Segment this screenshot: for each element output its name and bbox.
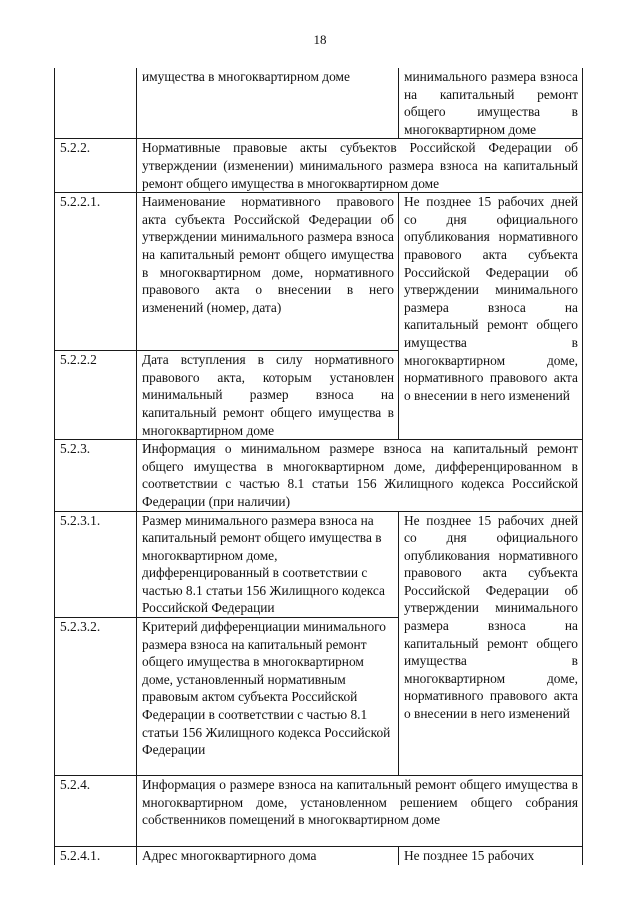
item-number [55,68,137,139]
item-number: 5.2.3.1. [55,511,137,618]
item-description: Информация о размере взноса на капитальный ремонт общего имущества в многоквартирном доме, установленном решением общего собрания собственников помещений в многоквартирном доме [137,776,583,847]
item-description: Информация о минимальном размере взноса на капитальный ремонт общего имущества в многоквартирном доме, дифференцированном в соответствии с частью 8.1 статьи 156 Жилищного кодекса Российской Федерации (при наличии) [137,440,583,511]
page-number: 18 [313,32,327,47]
table-row [55,776,583,847]
table-row [55,847,583,865]
requirements-table [54,68,583,865]
item-description: Дата вступления в силу нормативного правового акта, которым установлен минимальный размер взноса на капитальный ремонт общего имущества в многоквартирном доме [137,351,399,440]
item-deadline: Не позднее 15 рабочих [399,847,583,865]
item-number: 5.2.2.2 [55,351,137,440]
table-row [55,440,583,511]
item-number: 5.2.2. [55,139,137,193]
item-deadline: минимального размера взноса на капитальный ремонт общего имущества в многоквартирном доме [399,68,583,139]
table-row [55,139,583,193]
item-description: Наименование нормативного правового акта субъекта Российской Федерации об утверждении минимального размера взноса на капитальный ремонт общего имущества в многоквартирном доме, нормативного правового акта о внесении в него изменений (номер, дата) [137,193,399,351]
item-number: 5.2.4. [55,776,137,847]
item-number: 5.2.2.1. [55,193,137,351]
item-number: 5.2.3.2. [55,618,137,776]
item-description: Критерий дифференциации минимального размера взноса на капитальный ремонт общего имущества в многоквартирном доме, установленный нормативным правовым актом субъекта Российской Федерации в соответствии с частью 8.1 статьи 156 Жилищного кодекса Российской Федерации [137,618,399,776]
item-deadline: Не позднее 15 рабочих дней со дня официального опубликования нормативного правового акта субъекта Российской Федерации об утверждении минимального размера взноса на капитальный ремонт общего имущества в многоквартирном доме, нормативного правового акта о внесении в него изменений [399,511,583,776]
item-deadline: Не позднее 15 рабочих дней со дня официального опубликования нормативного правового акта субъекта Российской Федерации об утверждении минимального размера взноса на капитальный ремонт общего имущества в многоквартирном доме, нормативного правового акта о внесении в него изменений [399,193,583,440]
item-number: 5.2.3. [55,440,137,511]
table-row [55,68,583,139]
table-row [55,193,583,351]
item-description: Нормативные правовые акты субъектов Российской Федерации об утверждении (изменении) минимального размера взноса на капитальный ремонт общего имущества в многоквартирном доме [137,139,583,193]
item-description: Адрес многоквартирного дома [137,847,399,865]
item-description: имущества в многоквартирном доме [137,68,399,139]
item-description: Размер минимального размера взноса на капитальный ремонт общего имущества в многоквартирном доме, дифференцированный в соответствии с частью 8.1 статьи 156 Жилищного кодекса Российской Федерации [137,511,399,618]
table-row [55,511,583,618]
item-number: 5.2.4.1. [55,847,137,865]
